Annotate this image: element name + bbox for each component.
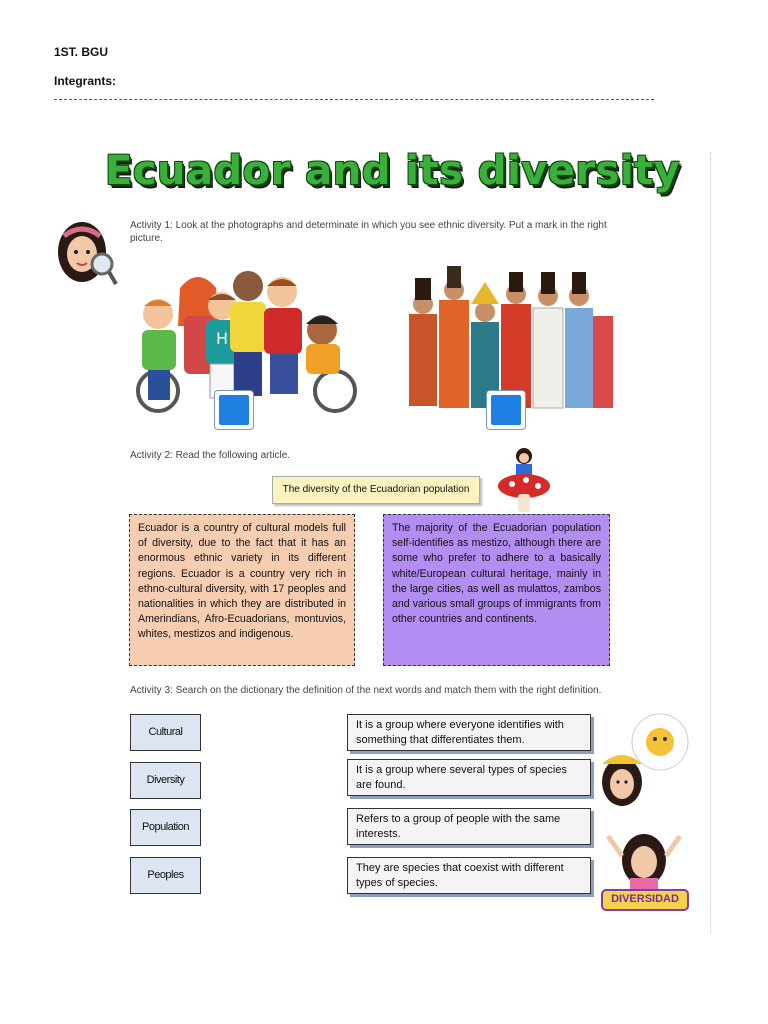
diversidad-badge: DIVERSIDAD bbox=[611, 893, 679, 905]
svg-text:H: H bbox=[216, 329, 229, 348]
article-right-box: The majority of the Ecuadorian population self-identifies as mestizo, although there are some who prefer to adhere to a basically white/European cultural heritage, mainly in the large cities, as well as mulattos, zambos and various small groups of immigrants from other countries and continents. bbox=[383, 514, 610, 666]
page-margin-line bbox=[710, 152, 711, 932]
word-cultural[interactable]: Cultural bbox=[130, 714, 201, 751]
page-title: Ecuador and its diversity bbox=[105, 148, 681, 194]
integrants-label: Integrants: bbox=[54, 74, 117, 88]
definition-1[interactable]: It is a group where everyone identifies with something that differentiates them. bbox=[347, 714, 591, 751]
children-picture-checkbox[interactable] bbox=[214, 390, 254, 430]
name-line bbox=[54, 99, 654, 100]
indigenous-picture-checkbox[interactable] bbox=[486, 390, 526, 430]
definition-4[interactable]: They are species that coexist with different types of species. bbox=[347, 857, 591, 894]
girl-reading-mushroom-icon bbox=[496, 444, 552, 514]
activity2-instruction: Activity 2: Read the following article. bbox=[130, 450, 291, 461]
activity3-instruction: Activity 3: Search on the dictionary the definition of the next words and match them with the right definition. bbox=[130, 685, 602, 696]
definition-3[interactable]: Refers to a group of people with the same interests. bbox=[347, 808, 591, 845]
girl-magnifier-icon bbox=[52, 214, 118, 290]
article-left-box: Ecuador is a country of cultural models full of diversity, due to the fact that it has an enormous ethnic variety in its different regions. Ecuador is a country very rich in ethno-cultural diversity, with 17 peoples and nationalities in which they are distributed in Amerindians, Afro-Ecuadorians, montuvios, whites, mestizos and indigenous. bbox=[129, 514, 355, 666]
definition-2[interactable]: It is a group where several types of species are found. bbox=[347, 759, 591, 796]
word-diversity[interactable]: Diversity bbox=[130, 762, 201, 799]
grade-label: 1ST. BGU bbox=[54, 45, 109, 59]
article-title: The diversity of the Ecuadorian population bbox=[272, 476, 480, 504]
word-peoples[interactable]: Peoples bbox=[130, 857, 201, 894]
activity1-instruction: Activity 1: Look at the photographs and determinate in which you see ethnic diversity. Put a mark in the right picture. bbox=[130, 220, 607, 244]
thinking-girl-icon bbox=[598, 712, 690, 810]
word-population[interactable]: Population bbox=[130, 809, 201, 846]
